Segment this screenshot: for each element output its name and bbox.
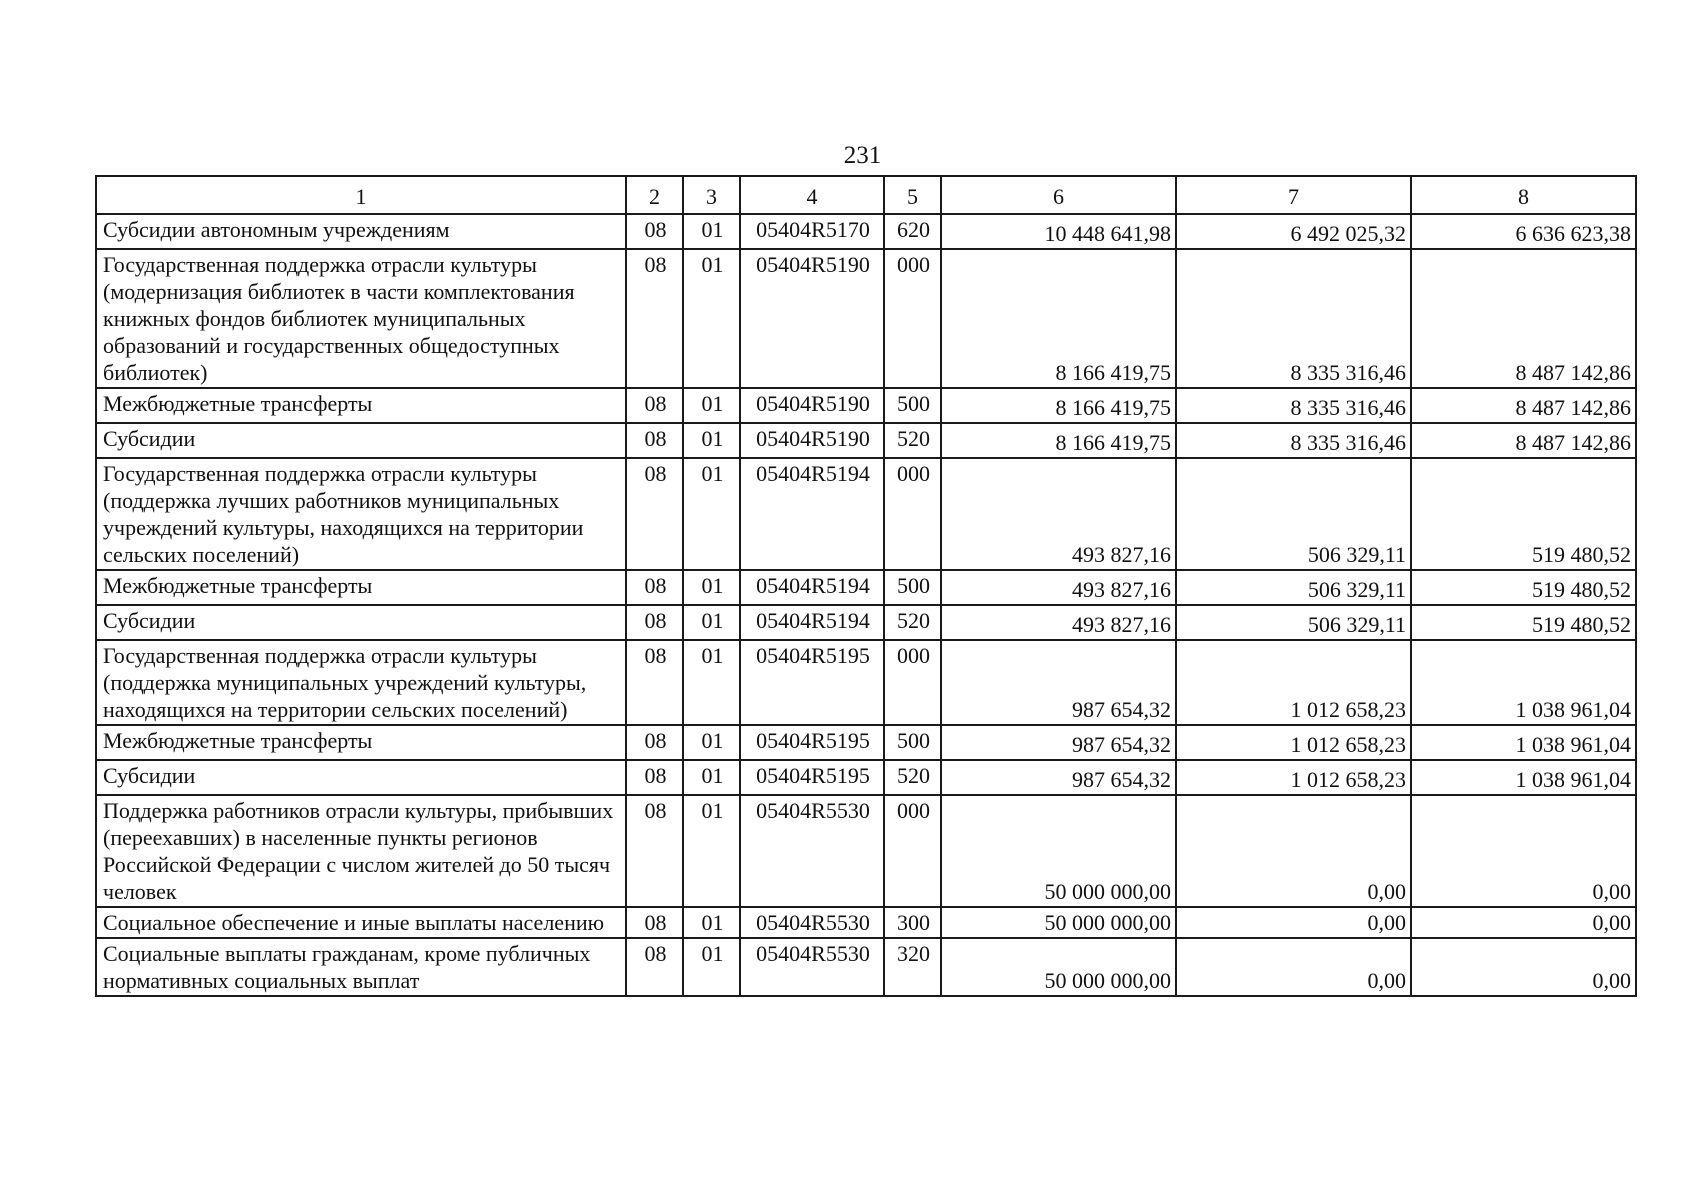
row-name: Межбюджетные трансферты: [96, 570, 626, 605]
row-value-6: 50 000 000,00: [941, 795, 1176, 907]
row-section: 08: [626, 907, 683, 938]
row-value-6: 50 000 000,00: [941, 938, 1176, 996]
row-subsection: 01: [683, 640, 740, 725]
row-value-6: 987 654,32: [941, 725, 1176, 760]
row-subsection: 01: [683, 907, 740, 938]
table-row: [96, 640, 1636, 725]
row-subsection: 01: [683, 214, 740, 249]
row-target: 05404R5170: [740, 214, 884, 249]
table-row: [96, 907, 1636, 938]
row-section: 08: [626, 640, 683, 725]
row-section: 08: [626, 938, 683, 996]
row-type: 320: [884, 938, 941, 996]
row-target: 05404R5530: [740, 795, 884, 907]
row-section: 08: [626, 760, 683, 795]
row-type: 620: [884, 214, 941, 249]
row-section: 08: [626, 725, 683, 760]
row-subsection: 01: [683, 605, 740, 640]
table-row: [96, 570, 1636, 605]
row-value-6: 493 827,16: [941, 570, 1176, 605]
row-name: Государственная поддержка отрасли культуры (модернизация библиотек в части комплектования книжных фондов библиотек муниципальных образований и государственных общедоступных библиотек): [96, 249, 626, 388]
row-name: Межбюджетные трансферты: [96, 388, 626, 423]
row-value-7: 0,00: [1176, 907, 1411, 938]
row-value-7: 0,00: [1176, 938, 1411, 996]
row-value-7: 8 335 316,46: [1176, 388, 1411, 423]
row-value-7: 506 329,11: [1176, 570, 1411, 605]
row-subsection: 01: [683, 938, 740, 996]
row-value-8: 0,00: [1411, 907, 1636, 938]
row-value-6: 493 827,16: [941, 458, 1176, 570]
column-header: 4: [740, 176, 884, 214]
row-target: 05404R5530: [740, 938, 884, 996]
row-target: 05404R5194: [740, 458, 884, 570]
row-value-8: 519 480,52: [1411, 458, 1636, 570]
row-value-8: 1 038 961,04: [1411, 725, 1636, 760]
row-type: 000: [884, 249, 941, 388]
row-type: 520: [884, 760, 941, 795]
table-row: [96, 249, 1636, 388]
row-section: 08: [626, 605, 683, 640]
row-target: 05404R5194: [740, 570, 884, 605]
row-name: Социальные выплаты гражданам, кроме публичных нормативных социальных выплат: [96, 938, 626, 996]
row-section: 08: [626, 423, 683, 458]
row-section: 08: [626, 795, 683, 907]
table-header: [96, 176, 1636, 214]
row-value-7: 1 012 658,23: [1176, 760, 1411, 795]
row-subsection: 01: [683, 423, 740, 458]
page-number: 231: [843, 142, 882, 169]
row-name: Субсидии: [96, 605, 626, 640]
row-name: Государственная поддержка отрасли культуры (поддержка муниципальных учреждений культуры, находящихся на территории сельских поселений): [96, 640, 626, 725]
row-type: 000: [884, 795, 941, 907]
row-value-7: 506 329,11: [1176, 605, 1411, 640]
row-value-6: 8 166 419,75: [941, 249, 1176, 388]
table-row: [96, 388, 1636, 423]
row-target: 05404R5195: [740, 640, 884, 725]
row-value-7: 8 335 316,46: [1176, 249, 1411, 388]
row-value-6: 8 166 419,75: [941, 423, 1176, 458]
row-target: 05404R5194: [740, 605, 884, 640]
row-value-8: 0,00: [1411, 795, 1636, 907]
row-name: Социальное обеспечение и иные выплаты населению: [96, 907, 626, 938]
column-header: 5: [884, 176, 941, 214]
column-header: 7: [1176, 176, 1411, 214]
row-subsection: 01: [683, 249, 740, 388]
row-type: 300: [884, 907, 941, 938]
row-value-6: 493 827,16: [941, 605, 1176, 640]
table-row: [96, 214, 1636, 249]
column-header: 8: [1411, 176, 1636, 214]
row-value-8: 1 038 961,04: [1411, 640, 1636, 725]
row-subsection: 01: [683, 458, 740, 570]
table-row: [96, 458, 1636, 570]
row-value-8: 8 487 142,86: [1411, 388, 1636, 423]
row-type: 520: [884, 605, 941, 640]
row-target: 05404R5530: [740, 907, 884, 938]
column-header: 2: [626, 176, 683, 214]
row-value-8: 519 480,52: [1411, 605, 1636, 640]
table-row: [96, 760, 1636, 795]
row-name: Субсидии: [96, 423, 626, 458]
row-value-6: 8 166 419,75: [941, 388, 1176, 423]
row-subsection: 01: [683, 388, 740, 423]
row-value-8: 8 487 142,86: [1411, 423, 1636, 458]
row-value-7: 6 492 025,32: [1176, 214, 1411, 249]
row-value-7: 1 012 658,23: [1176, 725, 1411, 760]
column-header: 3: [683, 176, 740, 214]
row-value-7: 8 335 316,46: [1176, 423, 1411, 458]
table-row: [96, 605, 1636, 640]
row-name: Межбюджетные трансферты: [96, 725, 626, 760]
row-value-7: 506 329,11: [1176, 458, 1411, 570]
row-name: Субсидии: [96, 760, 626, 795]
row-section: 08: [626, 570, 683, 605]
row-target: 05404R5190: [740, 423, 884, 458]
row-value-8: 6 636 623,38: [1411, 214, 1636, 249]
row-value-8: 0,00: [1411, 938, 1636, 996]
row-type: 500: [884, 570, 941, 605]
row-type: 000: [884, 640, 941, 725]
row-target: 05404R5195: [740, 760, 884, 795]
budget-table: [95, 175, 1637, 997]
row-type: 500: [884, 725, 941, 760]
row-target: 05404R5190: [740, 388, 884, 423]
header-row: [96, 176, 1636, 214]
row-type: 000: [884, 458, 941, 570]
row-value-6: 10 448 641,98: [941, 214, 1176, 249]
row-value-8: 519 480,52: [1411, 570, 1636, 605]
row-value-7: 1 012 658,23: [1176, 640, 1411, 725]
table-row: [96, 938, 1636, 996]
column-header: 6: [941, 176, 1176, 214]
row-type: 500: [884, 388, 941, 423]
row-subsection: 01: [683, 725, 740, 760]
row-value-6: 987 654,32: [941, 640, 1176, 725]
row-value-8: 1 038 961,04: [1411, 760, 1636, 795]
table-row: [96, 725, 1636, 760]
row-name: Государственная поддержка отрасли культуры (поддержка лучших работников муниципальных учреждений культуры, находящихся на территории сельских поселений): [96, 458, 626, 570]
row-name: Субсидии автономным учреждениям: [96, 214, 626, 249]
row-subsection: 01: [683, 795, 740, 907]
row-target: 05404R5190: [740, 249, 884, 388]
row-subsection: 01: [683, 760, 740, 795]
row-section: 08: [626, 249, 683, 388]
table-body: [96, 214, 1636, 996]
row-subsection: 01: [683, 570, 740, 605]
table-row: [96, 423, 1636, 458]
row-value-6: 987 654,32: [941, 760, 1176, 795]
row-section: 08: [626, 214, 683, 249]
row-section: 08: [626, 388, 683, 423]
row-value-8: 8 487 142,86: [1411, 249, 1636, 388]
column-header: 1: [96, 176, 626, 214]
row-value-6: 50 000 000,00: [941, 907, 1176, 938]
row-name: Поддержка работников отрасли культуры, прибывших (переехавших) в населенные пункты регионов Российской Федерации с числом жителей до 50 тысяч человек: [96, 795, 626, 907]
table-row: [96, 795, 1636, 907]
row-target: 05404R5195: [740, 725, 884, 760]
row-section: 08: [626, 458, 683, 570]
row-value-7: 0,00: [1176, 795, 1411, 907]
row-type: 520: [884, 423, 941, 458]
